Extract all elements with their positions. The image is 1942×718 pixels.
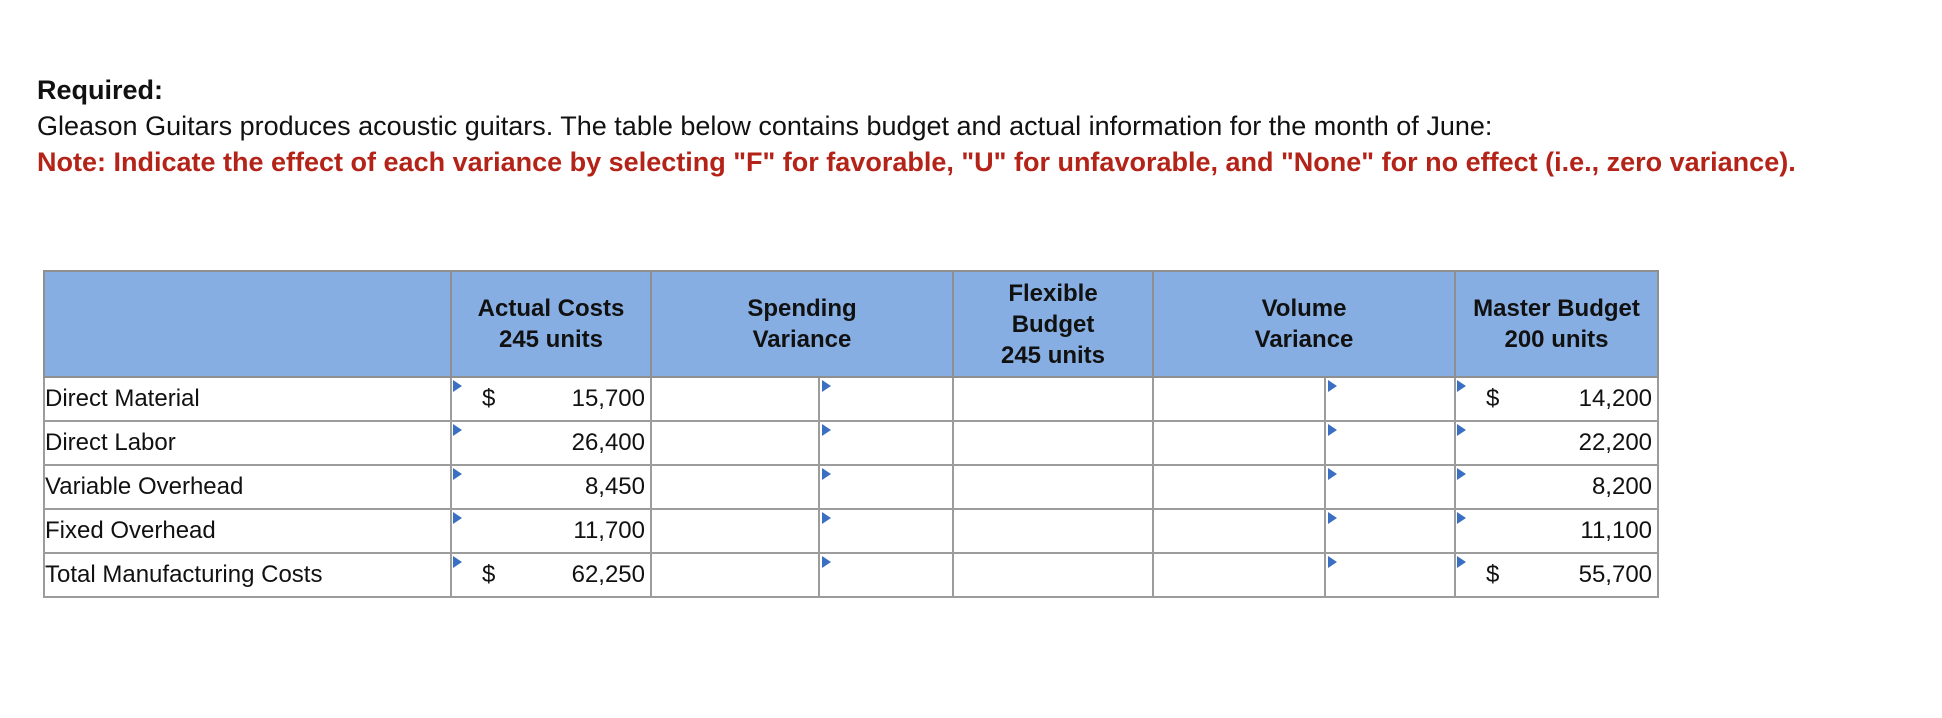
volume-variance-effect-select[interactable] <box>1325 553 1455 597</box>
spending-variance-input[interactable] <box>651 465 819 509</box>
row-label: Total Manufacturing Costs <box>44 553 451 597</box>
flexible-budget-field[interactable] <box>954 378 1152 420</box>
header-line: Actual Costs <box>477 295 625 322</box>
instructions <box>37 72 1917 180</box>
volume-variance-input[interactable] <box>1153 509 1325 553</box>
spending-variance-input[interactable] <box>651 509 819 553</box>
volume-variance-effect-select[interactable] <box>1325 421 1455 465</box>
actual-cost-value: 11,700 <box>573 517 645 544</box>
volume-variance-field[interactable] <box>1154 422 1324 464</box>
header-blank <box>44 271 451 377</box>
variance-table <box>43 270 1659 598</box>
table-row-variable-overhead <box>44 465 1658 509</box>
actual-cost-cell <box>451 509 651 553</box>
master-budget-cell <box>1455 509 1658 553</box>
problem-description: Gleason Guitars produces acoustic guitars. The table below contains budget and actual information for the month of June: <box>37 111 1493 141</box>
spending-variance-effect-select[interactable] <box>819 465 953 509</box>
required-heading: Required: <box>37 75 164 105</box>
volume-variance-field[interactable] <box>1154 466 1324 508</box>
spending-variance-input[interactable] <box>651 553 819 597</box>
master-budget-cell <box>1455 377 1658 421</box>
flexible-budget-field[interactable] <box>954 422 1152 464</box>
table-row-direct-labor <box>44 421 1658 465</box>
header-line: 245 units <box>498 326 604 353</box>
header-master-budget <box>1455 271 1658 377</box>
volume-variance-input[interactable] <box>1153 553 1325 597</box>
spending-variance-field[interactable] <box>652 378 818 420</box>
header-line: Master Budget <box>1473 295 1640 322</box>
volume-variance-effect-select[interactable] <box>1325 465 1455 509</box>
header-actual-costs <box>451 271 651 377</box>
row-label: Direct Material <box>44 377 451 421</box>
flexible-budget-input[interactable] <box>953 509 1153 553</box>
volume-variance-field[interactable] <box>1154 554 1324 596</box>
flexible-budget-field[interactable] <box>954 510 1152 552</box>
flexible-budget-input[interactable] <box>953 553 1153 597</box>
volume-variance-field[interactable] <box>1154 378 1324 420</box>
volume-variance-input[interactable] <box>1153 421 1325 465</box>
currency-symbol: $ <box>482 561 496 588</box>
master-budget-cell <box>1455 421 1658 465</box>
spending-effect-field[interactable] <box>820 422 952 464</box>
header-spending-variance <box>651 271 953 377</box>
volume-effect-field[interactable] <box>1326 422 1454 464</box>
volume-variance-input[interactable] <box>1153 377 1325 421</box>
master-budget-value: 22,200 <box>1578 429 1653 456</box>
master-budget-value: 14,200 <box>1578 385 1653 412</box>
currency-symbol: $ <box>1486 561 1500 588</box>
actual-cost-value: 8,450 <box>584 473 645 500</box>
row-label: Fixed Overhead <box>44 509 451 553</box>
flexible-budget-field[interactable] <box>954 466 1152 508</box>
spending-variance-field[interactable] <box>652 510 818 552</box>
note-text: Note: Indicate the effect of each variance by selecting "F" for favorable, "U" for unfavorable, and "None" for no effect (i.e., zero variance). <box>37 147 1796 177</box>
spending-variance-field[interactable] <box>652 466 818 508</box>
spending-variance-field[interactable] <box>652 554 818 596</box>
header-line: 245 units <box>1000 341 1106 369</box>
spending-variance-effect-select[interactable] <box>819 377 953 421</box>
header-line: Spending <box>747 295 857 322</box>
currency-symbol: $ <box>482 385 496 412</box>
table-row-fixed-overhead <box>44 509 1658 553</box>
volume-effect-field[interactable] <box>1326 466 1454 508</box>
header-volume-variance <box>1153 271 1455 377</box>
spending-variance-effect-select[interactable] <box>819 509 953 553</box>
master-budget-value: 11,100 <box>1580 517 1653 544</box>
header-line: Variance <box>1254 326 1354 353</box>
volume-variance-input[interactable] <box>1153 465 1325 509</box>
header-line: Budget <box>1011 310 1095 338</box>
header-line: Flexible <box>1008 279 1098 307</box>
row-label: Direct Labor <box>44 421 451 465</box>
currency-symbol: $ <box>1486 385 1500 412</box>
master-budget-cell <box>1455 553 1658 597</box>
spending-variance-effect-select[interactable] <box>819 553 953 597</box>
actual-cost-value: 15,700 <box>571 385 645 412</box>
actual-cost-value: 62,250 <box>571 561 645 588</box>
spending-variance-input[interactable] <box>651 377 819 421</box>
volume-effect-field[interactable] <box>1326 378 1454 420</box>
header-flexible-budget <box>953 271 1153 377</box>
spending-variance-field[interactable] <box>652 422 818 464</box>
spending-effect-field[interactable] <box>820 554 952 596</box>
spending-variance-effect-select[interactable] <box>819 421 953 465</box>
volume-variance-effect-select[interactable] <box>1325 377 1455 421</box>
header-line: 200 units <box>1504 326 1609 353</box>
flexible-budget-input[interactable] <box>953 465 1153 509</box>
master-budget-value: 55,700 <box>1578 561 1653 588</box>
master-budget-cell <box>1455 465 1658 509</box>
actual-cost-cell <box>451 553 651 597</box>
row-label: Variable Overhead <box>44 465 451 509</box>
actual-cost-cell <box>451 465 651 509</box>
flexible-budget-input[interactable] <box>953 377 1153 421</box>
volume-effect-field[interactable] <box>1326 554 1454 596</box>
volume-variance-effect-select[interactable] <box>1325 509 1455 553</box>
actual-cost-cell <box>451 377 651 421</box>
header-line: Volume <box>1261 295 1347 322</box>
table-row-direct-material <box>44 377 1658 421</box>
header-row <box>44 271 1658 377</box>
actual-cost-value: 26,400 <box>571 429 645 456</box>
header-line: Variance <box>752 326 852 353</box>
spending-effect-field[interactable] <box>820 510 952 552</box>
volume-effect-field[interactable] <box>1326 510 1454 552</box>
spending-effect-field[interactable] <box>820 378 952 420</box>
table-row-total-manufacturing-costs <box>44 553 1658 597</box>
actual-cost-cell <box>451 421 651 465</box>
flexible-budget-field[interactable] <box>954 554 1152 596</box>
volume-variance-field[interactable] <box>1154 510 1324 552</box>
flexible-budget-input[interactable] <box>953 421 1153 465</box>
master-budget-value: 8,200 <box>1591 473 1653 500</box>
spending-effect-field[interactable] <box>820 466 952 508</box>
spending-variance-input[interactable] <box>651 421 819 465</box>
